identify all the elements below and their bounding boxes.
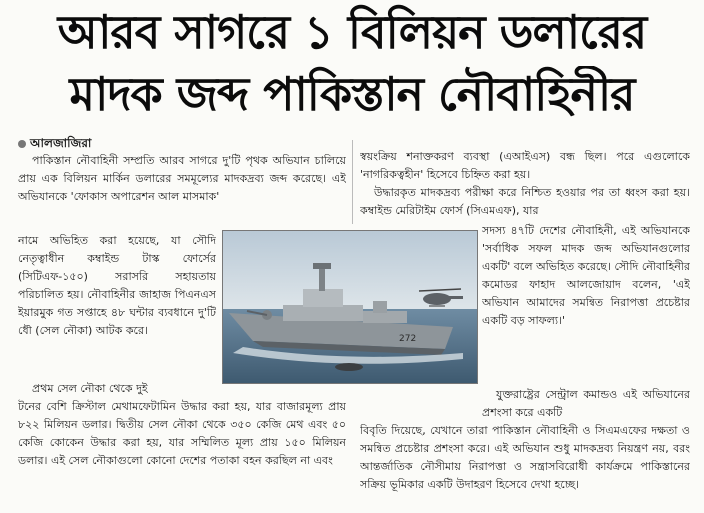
right-paragraph-3: যুক্তরাষ্ট্রের সেন্ট্রাল কমান্ডও এই অভিযানের প্রশংসা করে একটি xyxy=(482,388,690,419)
news-photo xyxy=(222,230,478,384)
right-paragraph-2: উদ্ধারকৃত মাদকদ্রব্য পরীক্ষা করে নিশ্চিত হওয়ার পর তা ধ্বংস করা হয়। কম্বাইন্ড মেরিটাইম ফোর্স (সিএমএফ), যার xyxy=(360,186,690,217)
left-paragraph-2-continued: টনের বেশি ক্রিস্টাল মেথামফেটামিন উদ্ধার করা হয়, যার বাজারমূল্য প্রায় ৮২২ মিলিয়ন ডলার। দ্বিতীয় সেল নৌকা থেকে ৩৫০ কেজি মেথ এবং ৫০ কেজি কোকেন উদ্ধার করা হয়, যার সম্মিলিত মূল্য প্রায় ১৫০ মিলিয়ন ডলার। এই সেল নৌকাগুলো কোনো দেশের পতাকা বহন করছিল না এবং xyxy=(18,400,346,467)
column-divider xyxy=(352,140,353,224)
bullet-icon xyxy=(18,140,26,148)
right-paragraph-1: স্বয়ংক্রিয় শনাক্তকরণ ব্যবস্থা (এআইএস) বন্ধ ছিল। পরে এগুলোকে 'নাগরিকত্বহীন' হিসেবে চিহ্নিত করা হয়। xyxy=(360,150,690,181)
left-paragraph-1: পাকিস্তান নৌবাহিনী সম্প্রতি আরব সাগরে দু'টি পৃথক অভিযান চালিয়ে প্রায় এক বিলিয়ন মার্কিন ডলারের সমমূল্যের মাদকদ্রব্য জব্দ করেছে। এই অভিযানকে 'ফোকাস অপারেশন আল মাসমাক' xyxy=(18,154,346,203)
byline-source: আলজাজিরা xyxy=(30,136,92,150)
headline-line-2: মাদক জব্দ পাকিস্তান নৌবাহিনীর xyxy=(69,67,635,121)
right-paragraph-3-continued: বিবৃতি দিয়েছে, যেখানে তারা পাকিস্তান নৌবাহিনী ও সিএমএফের দক্ষতা ও সমন্বিত প্রচেষ্টার প্রশংসা করে। এই অভিযান শুধু মাদকদ্রব্য নিয়ন্ত্রণ নয়, বরং আন্তর্জাতিক নৌসীমায় নিরাপত্তা ও সন্ত্রাসবিরোধী কার্যক্রমে পাকিস্তানের সক্রিয় ভূমিকার একটি উদাহরণ হিসেবে দেখা হচ্ছে। xyxy=(360,424,690,491)
svg-text:272: 272 xyxy=(399,334,417,344)
left-paragraph-1-continued: নামে অভিহিত করা হয়েছে, যা সৌদি নেতৃত্বাধীন কম্বাইন্ড টাস্ক ফোর্সের (সিটিএফ-১৫০) সরাসরি সহায়তায় পরিচালিত হয়। নৌবাহিনীর জাহাজ পিএনএস ইয়ারমুক গত সপ্তাহে ৪৮ ঘন্টার ব্যবধানে দু'টি ধৌ (সেল নৌকা) আটক করে। xyxy=(18,234,216,337)
headline-line-1: আরব সাগরে ১ বিলিয়ন ডলারের xyxy=(57,5,647,59)
small-boat xyxy=(335,363,363,371)
warship-photo-illustration xyxy=(223,231,477,383)
right-paragraph-2-continued: সদস্য ৪৭টি দেশের নৌবাহিনী, এই অভিযানকে 'সর্বাধিক সফল মাদক জব্দ অভিযানগুলোর একটি' বলে অভিহিত করেছে। সৌদি নৌবাহিনীর কমোডর ফাহাদ আলজোয়াদ বলেন, 'এই অভিযান আমাদের সমন্বিত নিরাপত্তা প্রচেষ্টার একটি বড় সাফল্য।' xyxy=(482,224,690,327)
byline xyxy=(18,136,91,151)
left-paragraph-2: প্রথম সেল নৌকা থেকে দুই xyxy=(32,382,148,395)
